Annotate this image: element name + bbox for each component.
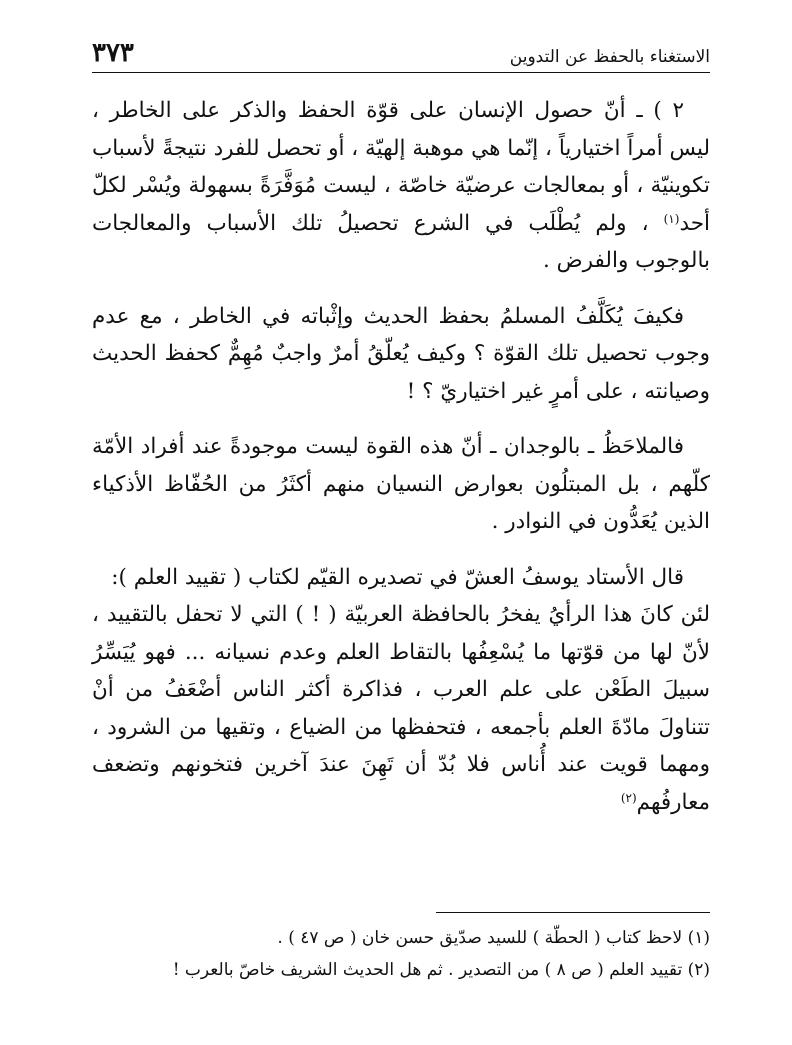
quote-text: لئن كانَ هذا الرأيُ يفخرُ بالحافظة العربيّة ( ! ) التي لا تحفل بالتقييد ، لأنّ لها من قوّتها ما يُسْعِفُها بالتقاط العلم وعدم نسيانه ... فهو يُيَسِّرُ سبيلَ الطَعْن على علم العرب ، فذاكرة أكثر الناس أضْعَفُ من أنْ تتناولَ مادّةَ العلم بأجمعه ، فتحفظها من الضياع ، وتقيها من الشرود ، ومهما قويت عند أُناس فلا بُدّ أن تَهِنَ عندَ آخرين فتخونهم وتضعف معارفُهم xyxy=(92,602,710,815)
paragraph-1-text: ٢ ) ـ أنّ حصول الإنسان على قوّة الحفظ والذكر على الخاطر ، ليس أمراً اختيارياً ، إنّما هي موهبة إلهيّة ، أو تحصل للفرد نتيجةً لأسباب تكوينيّة ، أو بمعالجات عرضيّة خاصّة ، ليست مُوَفَّرَةً بسهولة ويُسْر لكلّ أحد xyxy=(92,98,710,236)
footnote-ref-2: (٢) xyxy=(620,790,637,805)
paragraph-1 xyxy=(92,92,710,280)
main-text xyxy=(92,92,710,821)
paragraph-3: فالملاحَظُ ـ بالوجدان ـ أنّ هذه القوة ليست موجودةً عند أفراد الأمّة كلّهم ، بل المبتلُون بعوارض النسيان منهم أكثَرُ من الحُفّاظ الأذكياء الذين يُعَدُّون في النوادر . xyxy=(92,434,710,534)
paragraph-1-tail: ، ولم يُطْلَب في الشرع تحصيلُ تلك الأسباب والمعالجات بالوجوب والفرض . xyxy=(92,210,710,273)
footnotes xyxy=(92,922,710,986)
page-number: ٣٧٣ xyxy=(92,38,134,68)
footnote-divider xyxy=(436,912,710,913)
page-header xyxy=(92,28,710,68)
running-title: الاستغناء بالحفظ عن التدوين xyxy=(509,47,710,67)
quote-block xyxy=(92,596,710,821)
quote-intro: قال الأستاد يوسفُ العشّ في تصديره القيّم لكتاب ( تقييد العلم ): xyxy=(111,564,684,590)
paragraph-2: فكيفَ يُكَلَّفُ المسلمُ بحفظ الحديث وإثْباته في الخاطر ، مع عدم وجوب تحصيل تلك القوّة ؟ وكيف يُعلّقُ أمرٌ واجبٌ مُهِمٌّ كحفظ الحديث وصيانته ، على أمرٍ غير اختياريّ ؟ ! xyxy=(92,303,710,404)
header-divider xyxy=(92,72,710,73)
footnote-2: (٢) تقييد العلم ( ص ٨ ) من التصدير . ثم هل الحديث الشريف خاصّ بالعرب ! xyxy=(172,960,710,980)
footnote-ref-1: (١) xyxy=(663,211,680,226)
footnote-1: (١) لاحظ كتاب ( الحطّة ) للسيد صدّيق حسن خان ( ص ٤٧ ) . xyxy=(277,928,710,948)
